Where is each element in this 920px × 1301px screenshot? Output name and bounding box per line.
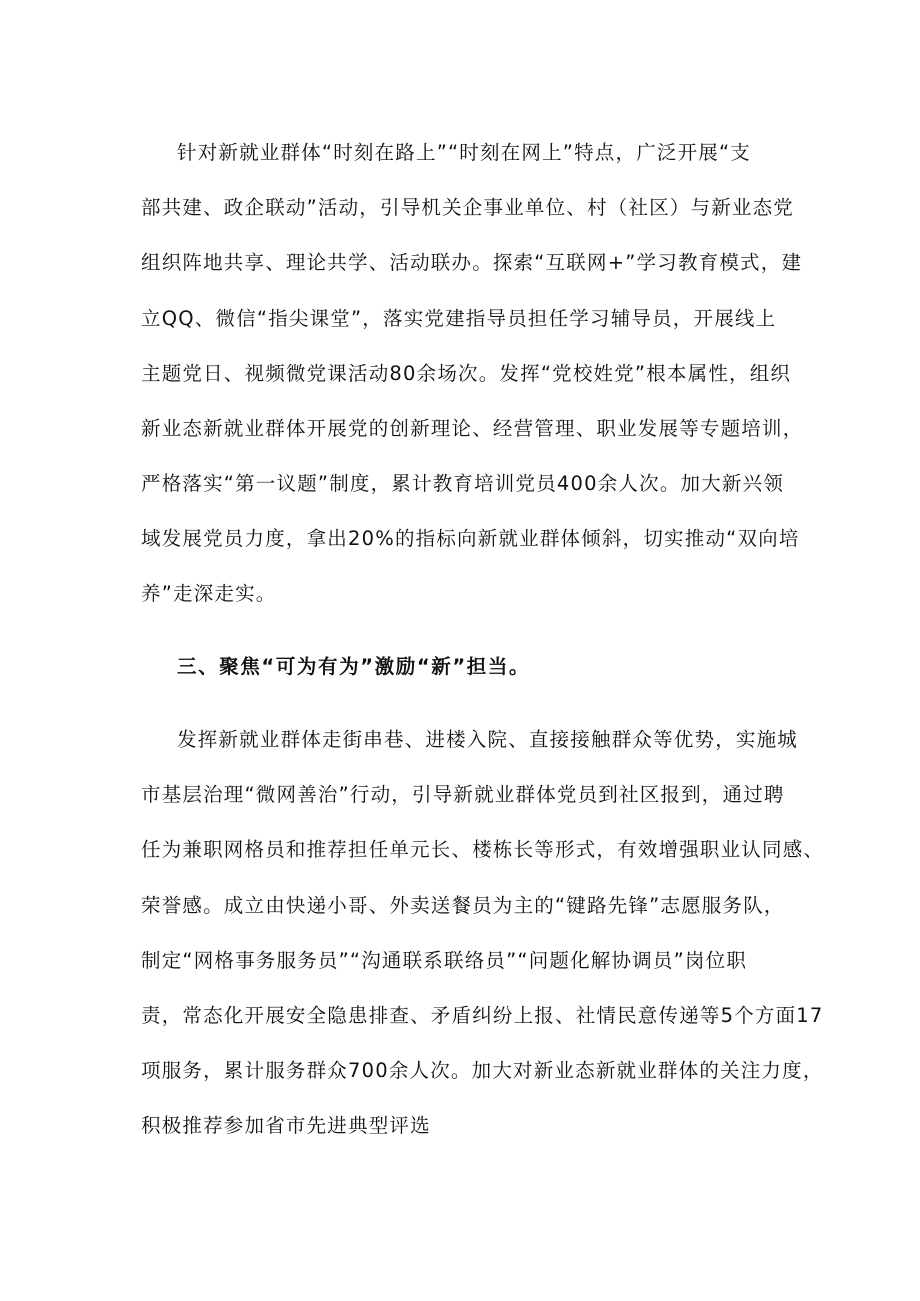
- paragraph-1-line-8: 域发展党员力度，拿出20%的指标向新就业群体倾斜，切实推动“双向培: [141, 527, 800, 550]
- paragraph-2-line-1: 发挥新就业群体走街串巷、进楼入院、直接接触群众等优势，实施城: [177, 728, 799, 751]
- paragraph-2-line-5: 制定“网格事务服务员”“沟通联系联络员”“问题化解协调员”岗位职: [141, 949, 748, 972]
- paragraph-2-line-7: 项服务，累计服务群众700余人次。加大对新业态新就业群体的关注力度，: [141, 1059, 824, 1082]
- paragraph-2-line-8: 积极推荐参加省市先进典型评选: [141, 1114, 431, 1137]
- paragraph-2-line-6: 责，常态化开展安全隐患排查、矛盾纠纷上报、社情民意传递等5个方面17: [141, 1004, 824, 1027]
- paragraph-1-line-9: 养”走深走实。: [141, 582, 277, 605]
- paragraph-1-line-4: 立QQ、微信“指尖课堂”，落实党建指导员担任学习辅导员，开展线上: [141, 307, 777, 330]
- paragraph-2-line-2: 市基层治理“微网善治”行动，引导新就业群体党员到社区报到，通过聘: [141, 783, 785, 806]
- paragraph-1-line-5: 主题党日、视频微党课活动80余场次。发挥“党校姓党”根本属性，组织: [141, 362, 792, 385]
- paragraph-1-line-7: 严格落实“第一议题”制度，累计教育培训党员400余人次。加大新兴领: [141, 472, 785, 495]
- paragraph-1-line-3: 组织阵地共享、理论共学、活动联办。探索“互联网+”学习教育模式，建: [141, 251, 803, 274]
- paragraph-1-line-1: 针对新就业群体“时刻在路上”“时刻在网上”特点，广泛开展“支: [177, 141, 752, 164]
- section-heading-3: 三、聚焦“可为有为”激励“新”担当。: [177, 655, 531, 678]
- paragraph-1-line-6: 新业态新就业群体开展党的创新理论、经营管理、职业发展等专题培训，: [141, 417, 804, 440]
- paragraph-1-line-2: 部共建、政企联动”活动，引导机关企事业单位、村（社区）与新业态党: [141, 196, 795, 219]
- paragraph-2-line-3: 任为兼职网格员和推荐担任单元长、楼栋长等形式，有效增强职业认同感、: [141, 838, 825, 861]
- paragraph-2-line-4: 荣誉感。成立由快递小哥、外卖送餐员为主的“键路先锋”志愿服务队，: [141, 894, 785, 917]
